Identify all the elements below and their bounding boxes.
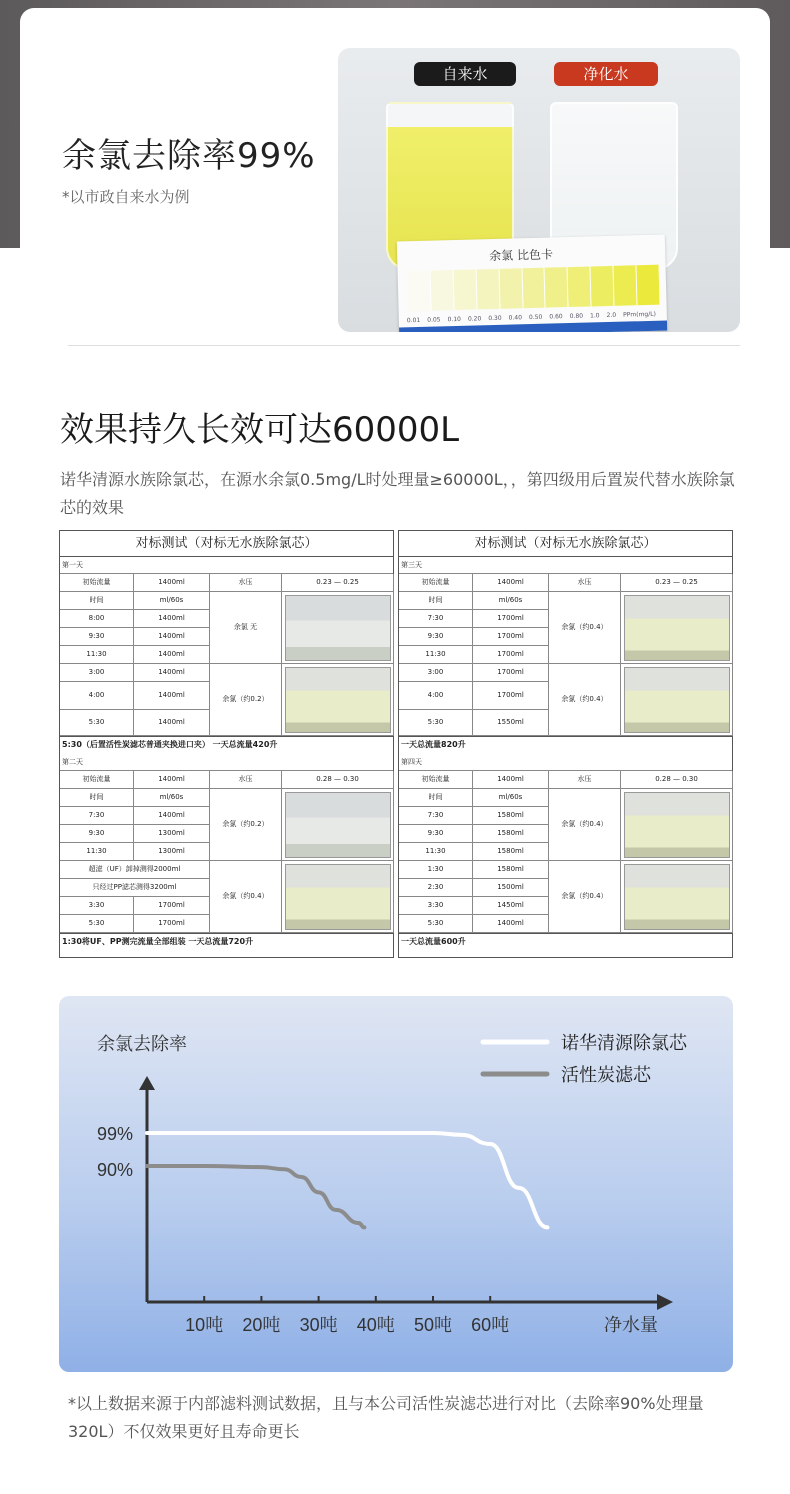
series-line-1 — [147, 1166, 364, 1227]
table-cell-time: 时间 — [399, 592, 473, 610]
header-cell: 水压 — [549, 771, 621, 789]
table-cell-time: 9:30 — [399, 825, 473, 843]
table-cell-time: 1:30 — [399, 861, 473, 879]
day-label: 第三天 — [399, 557, 732, 574]
table-cell-time: 3:30 — [60, 897, 134, 915]
header-cell: 初始流量 — [399, 771, 473, 789]
table-cell-time: 7:30 — [399, 807, 473, 825]
beaker-photo-cell — [282, 664, 394, 736]
beaker-photo — [624, 595, 730, 661]
table-cell-flow: ml/60s — [473, 592, 549, 610]
table-cell-time: 5:30 — [60, 915, 134, 933]
table-cell-flow: 1500ml — [473, 879, 549, 897]
table-cell-flow: 1400ml — [134, 710, 210, 736]
table-cell-flow: 1580ml — [473, 825, 549, 843]
header-cell: 水压 — [210, 771, 282, 789]
legend-label: 诺华清源除氯芯 — [561, 1033, 687, 1053]
x-tick-label: 20吨 — [242, 1315, 281, 1335]
chlorine-level-cell: 余氯（约0.4） — [210, 861, 282, 933]
table-cell-time: 3:00 — [399, 664, 473, 682]
table-cell-time: 只经过PP滤芯测得3200ml — [60, 879, 210, 897]
table-cell-time: 8:00 — [60, 610, 134, 628]
color-card-scale-value: 0.05 — [427, 316, 441, 324]
y-axis-arrow-icon — [139, 1076, 155, 1090]
table-cell-time: 时间 — [60, 789, 134, 807]
chlorine-level-cell: 余氯（约0.4） — [549, 789, 621, 861]
table-cell-time: 9:30 — [399, 628, 473, 646]
header-cell: 0.28 — 0.30 — [621, 771, 733, 789]
table-cell-time: 11:30 — [60, 843, 134, 861]
tap-water-label: 自来水 — [414, 62, 516, 86]
table-cell-time: 超滤（UF）卸掉测得2000ml — [60, 861, 210, 879]
x-axis-label: 净水量 — [604, 1315, 658, 1335]
chlorine-level-cell: 余氯（约0.4） — [549, 664, 621, 736]
chlorine-color-card — [397, 235, 667, 332]
chlorine-level-cell: 余氯（约0.2） — [210, 789, 282, 861]
table-cell-flow: 1400ml — [134, 682, 210, 710]
table-cell-flow: 1700ml — [473, 664, 549, 682]
color-card-scale-value: 0.30 — [488, 314, 502, 323]
removal-rate-chart-svg — [59, 996, 733, 1372]
section-divider — [68, 345, 740, 346]
legend-label: 活性炭滤芯 — [561, 1065, 651, 1085]
header-cell: 1400ml — [134, 574, 210, 592]
table-cell-flow: ml/60s — [134, 592, 210, 610]
beaker-photo-cell — [282, 861, 394, 933]
color-card-scale-value: 0.80 — [569, 312, 584, 321]
table-cell-time: 9:30 — [60, 628, 134, 646]
table-cell-flow: 1580ml — [473, 843, 549, 861]
beaker-photo — [624, 864, 730, 930]
table-cell-flow: 1580ml — [473, 861, 549, 879]
table-cell-time: 时间 — [60, 592, 134, 610]
day-label: 第四天 — [399, 754, 732, 771]
beaker-photo-cell — [621, 789, 733, 861]
chlorine-level-cell: 余氯（约0.2） — [210, 664, 282, 736]
beaker-photo — [285, 667, 391, 733]
table-cell-flow: 1400ml — [134, 610, 210, 628]
beaker-photo-cell — [282, 789, 394, 861]
beaker-photo — [624, 792, 730, 858]
table-cell-flow: ml/60s — [473, 789, 549, 807]
table-cell-time: 2:30 — [399, 879, 473, 897]
table-cell-time: 11:30 — [60, 646, 134, 664]
header-cell: 初始流量 — [399, 574, 473, 592]
table-cell-flow: 1700ml — [473, 682, 549, 710]
table-cell-flow: 1400ml — [134, 646, 210, 664]
color-card-scale-value: 2.0 — [606, 311, 617, 320]
benchmark-tables — [59, 530, 733, 958]
y-axis-label: 余氯去除率 — [97, 1034, 187, 1054]
table-cell-time: 5:30 — [399, 710, 473, 736]
table-cell-flow: 1400ml — [134, 628, 210, 646]
x-tick-label: 30吨 — [299, 1315, 338, 1335]
color-card-unit: PPm(mg/L) — [623, 310, 656, 319]
chlorine-removal-title: 余氯去除率99% — [62, 136, 316, 176]
series-line-0 — [147, 1133, 547, 1227]
table-cell-flow: 1700ml — [134, 915, 210, 933]
benchmark-table — [398, 530, 733, 958]
x-tick-label: 60吨 — [471, 1315, 510, 1335]
table-cell-time: 4:00 — [399, 682, 473, 710]
color-card-swatches — [408, 265, 661, 312]
header-cell: 水压 — [549, 574, 621, 592]
header-cell: 0.28 — 0.30 — [282, 771, 394, 789]
day-label: 第二天 — [60, 754, 393, 771]
table-cell-flow: 1700ml — [473, 646, 549, 664]
color-card-scale-value: 0.50 — [528, 313, 543, 322]
table-cell-flow: 1400ml — [473, 915, 549, 933]
x-tick-label: 40吨 — [356, 1315, 395, 1335]
data-source-footnote: *以上数据来源于内部滤料测试数据，且与本公司活性炭滤芯进行对比（去除率90%处理量320L）不仅效果更好且寿命更长 — [68, 1394, 704, 1441]
table-cell-flow: ml/60s — [134, 789, 210, 807]
table-cell-time: 5:30 — [399, 915, 473, 933]
benchmark-table-title: 对标测试（对标无水族除氯芯） — [399, 531, 732, 557]
y-tick-label: 90% — [97, 1160, 134, 1180]
beaker-photo-cell — [621, 861, 733, 933]
x-tick-label: 10吨 — [185, 1315, 224, 1335]
header-cell: 初始流量 — [60, 771, 134, 789]
x-tick-label: 50吨 — [413, 1315, 453, 1335]
color-card-scale-value: 0.60 — [549, 313, 563, 321]
day-footer: 5:30（后置活性炭滤芯普通夹换进口夹） 一天总流量420升 — [60, 736, 393, 753]
table-cell-flow: 1400ml — [134, 807, 210, 825]
beaker-photo — [285, 792, 391, 858]
chlorine-level-cell: 余氯（约0.4） — [549, 592, 621, 664]
header-cell: 1400ml — [473, 771, 549, 789]
color-card-title: 余氯 比色卡 — [489, 247, 554, 264]
beaker-photo — [624, 667, 730, 733]
table-cell-time: 11:30 — [399, 843, 473, 861]
table-cell-time: 3:30 — [399, 897, 473, 915]
chlorine-removal-note: *以市政自来水为例 — [62, 188, 190, 206]
purified-water-label: 净化水 — [554, 62, 658, 86]
table-cell-time: 9:30 — [60, 825, 134, 843]
day-label: 第一天 — [60, 557, 393, 574]
chlorine-level-cell: 余氯（约0.4） — [549, 861, 621, 933]
day-footer: 一天总流量820升 — [399, 736, 732, 753]
table-cell-time: 5:30 — [60, 710, 134, 736]
table-cell-flow: 1300ml — [134, 843, 210, 861]
table-cell-time: 时间 — [399, 789, 473, 807]
header-cell: 1400ml — [473, 574, 549, 592]
table-cell-flow: 1700ml — [134, 897, 210, 915]
table-cell-flow: 1700ml — [473, 610, 549, 628]
table-cell-time: 3:00 — [60, 664, 134, 682]
color-card-scale-value: 1.0 — [589, 312, 600, 320]
header-cell: 初始流量 — [60, 574, 134, 592]
benchmark-table — [59, 530, 394, 958]
table-cell-time: 11:30 — [399, 646, 473, 664]
table-cell-time: 4:00 — [60, 682, 134, 710]
table-cell-flow: 1450ml — [473, 897, 549, 915]
removal-rate-chart — [59, 996, 733, 1372]
beaker-photo — [285, 864, 391, 930]
beaker-photo-cell — [621, 592, 733, 664]
chlorine-level-cell: 余氯 无 — [210, 592, 282, 664]
color-card-scale-value: 0.10 — [447, 315, 462, 324]
color-card-scale-value: 0.40 — [508, 314, 523, 322]
water-comparison-photo — [338, 48, 740, 332]
header-cell: 水压 — [210, 574, 282, 592]
beaker-photo-cell — [621, 664, 733, 736]
table-cell-time: 7:30 — [399, 610, 473, 628]
durability-title: 效果持久长效可达60000L — [60, 410, 460, 450]
header-cell: 0.23 — 0.25 — [621, 574, 733, 592]
y-tick-label: 99% — [97, 1124, 134, 1144]
color-card-scale-value: 0.01 — [406, 316, 421, 325]
table-cell-flow: 1580ml — [473, 807, 549, 825]
header-cell: 0.23 — 0.25 — [282, 574, 394, 592]
durability-paragraph: 诺华清源水族除氯芯，在源水余氯0.5mg/L时处理量≥60000L，，第四级用后置炭代替水族除氯芯的效果 — [60, 470, 735, 517]
header-cell: 1400ml — [134, 771, 210, 789]
table-cell-time: 7:30 — [60, 807, 134, 825]
table-cell-flow: 1400ml — [134, 664, 210, 682]
day-footer: 一天总流量600升 — [399, 933, 732, 950]
day-footer: 1:30将UF、PP测完流量全部组装 一天总流量720升 — [60, 933, 393, 950]
benchmark-table-title: 对标测试（对标无水族除氯芯） — [60, 531, 393, 557]
x-axis-arrow-icon — [657, 1294, 673, 1310]
color-card-scale-value: 0.20 — [467, 315, 482, 323]
table-cell-flow: 1300ml — [134, 825, 210, 843]
beaker-photo-cell — [282, 592, 394, 664]
table-cell-flow: 1700ml — [473, 628, 549, 646]
beaker-photo — [285, 595, 391, 661]
table-cell-flow: 1550ml — [473, 710, 549, 736]
